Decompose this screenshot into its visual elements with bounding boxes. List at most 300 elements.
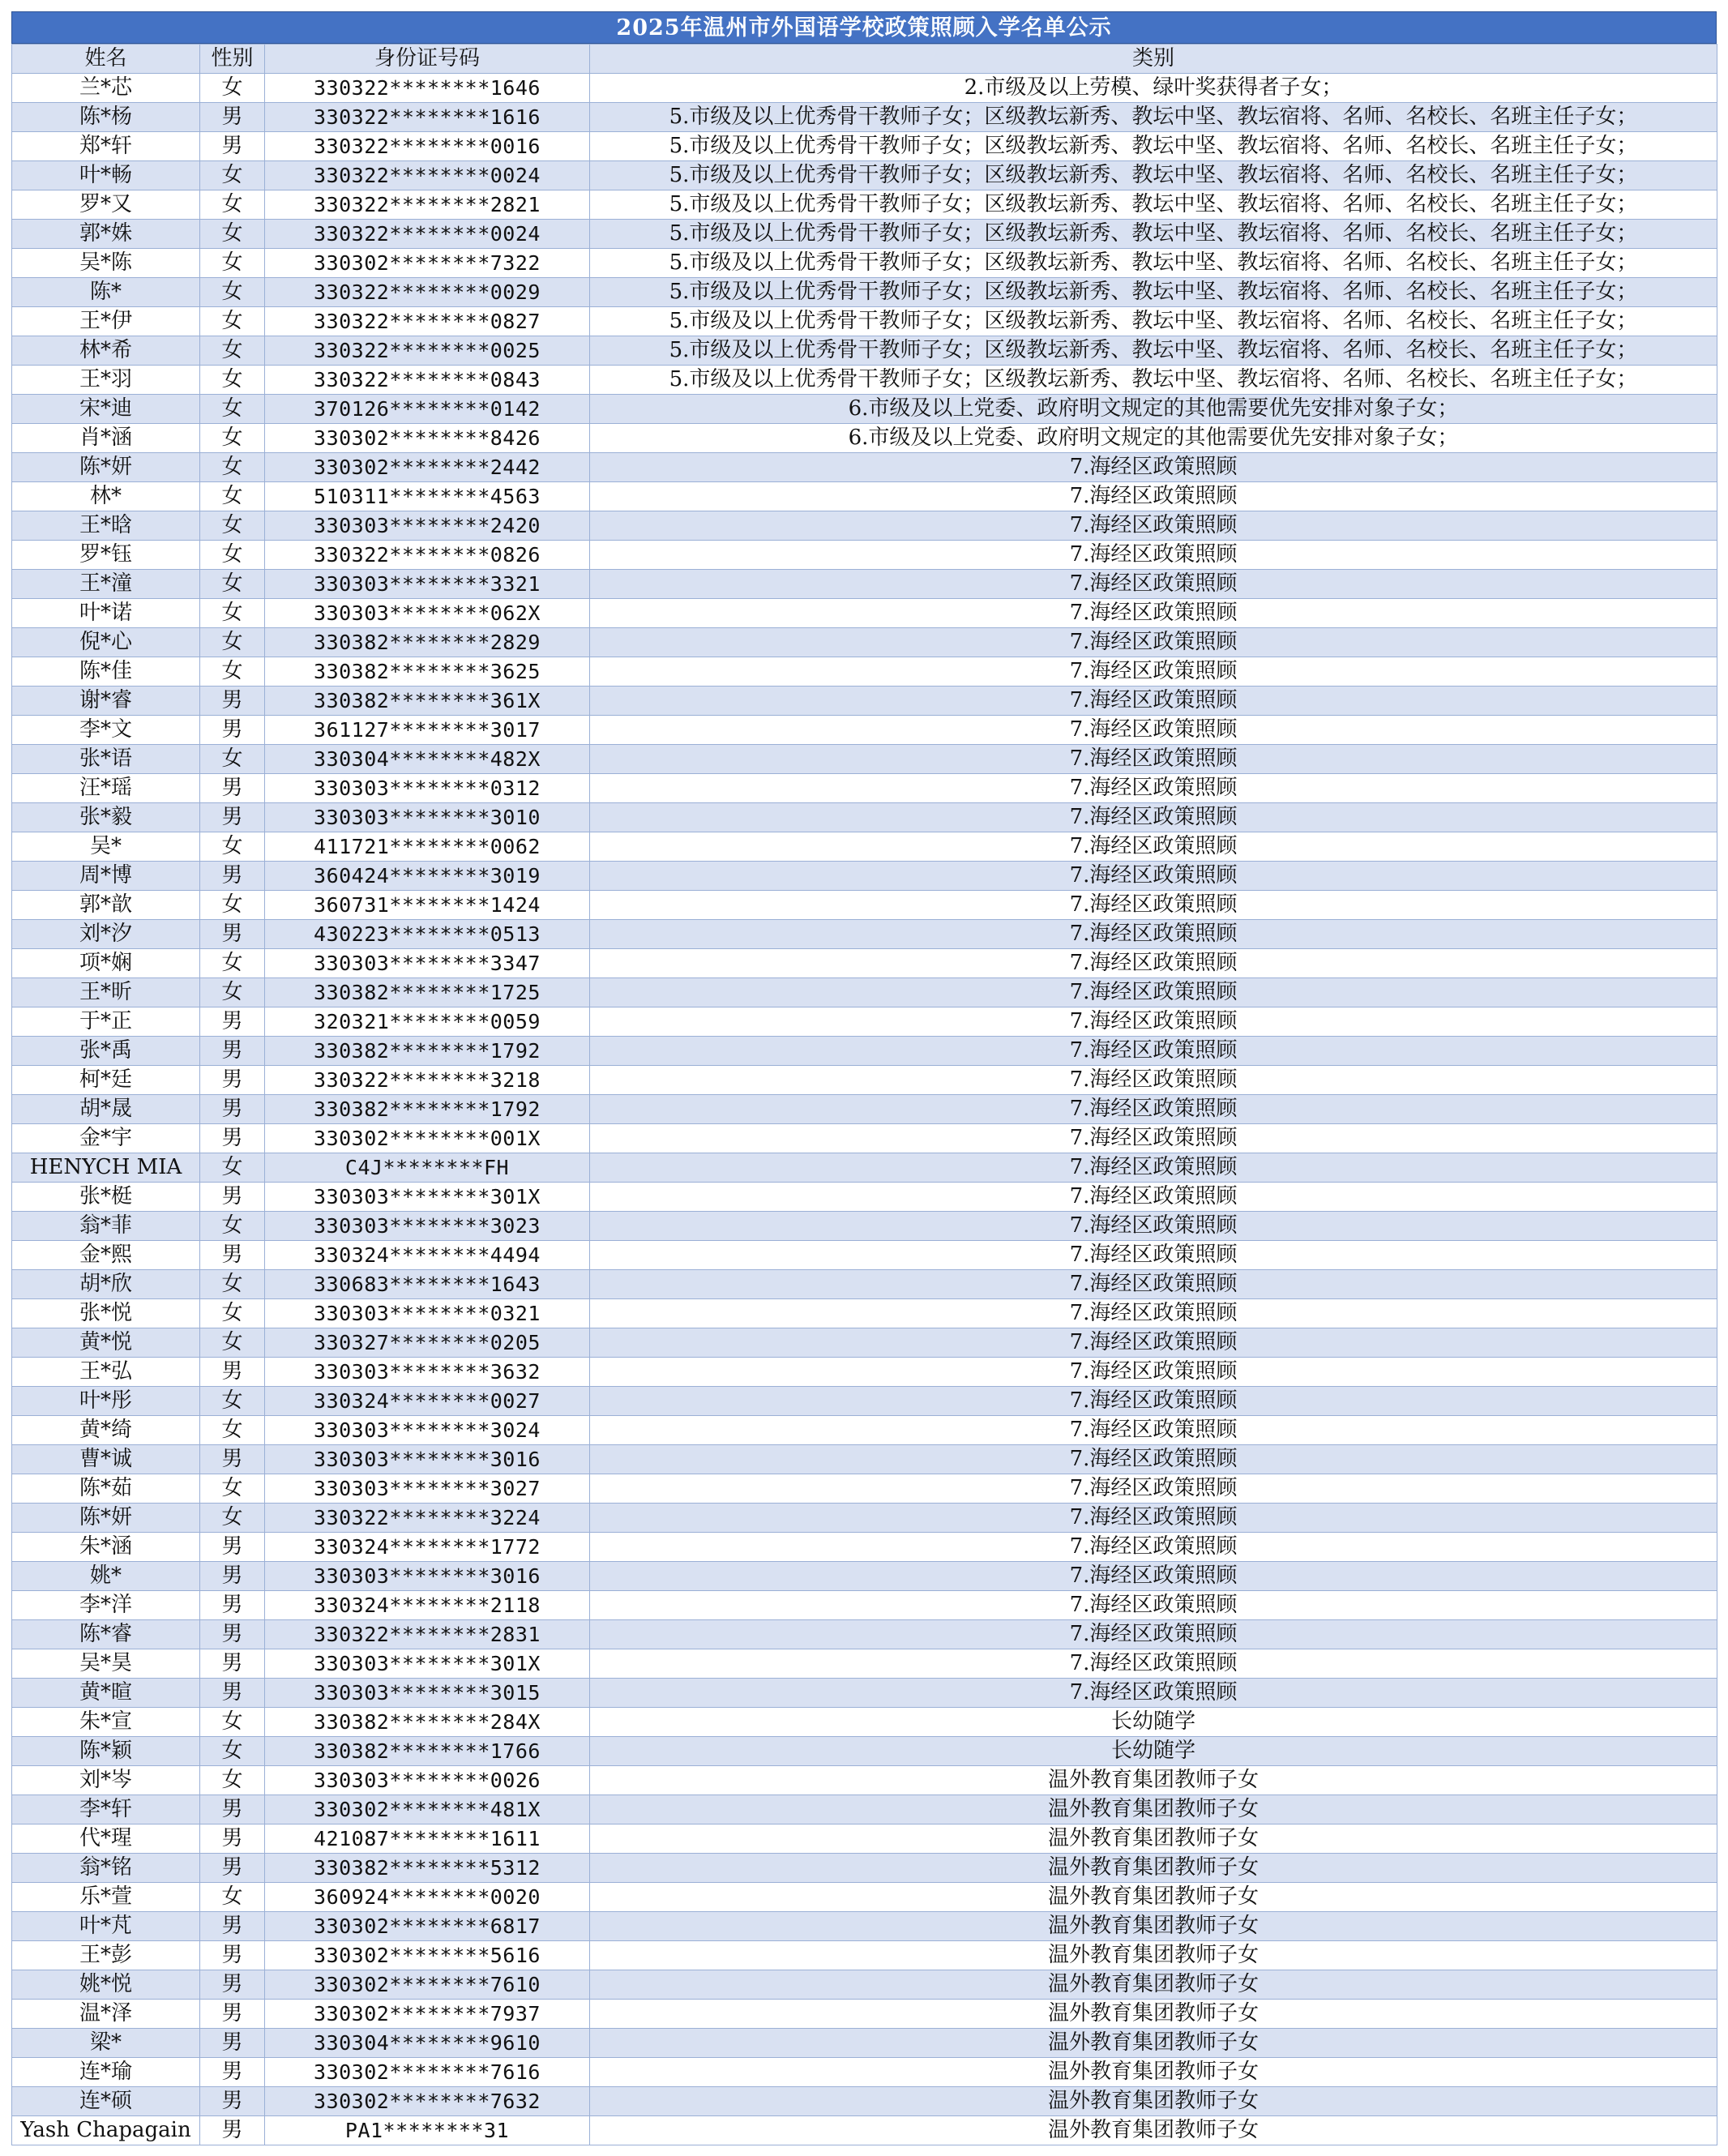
table-row (12, 1883, 1717, 1912)
cell-gender: 男 (200, 1941, 265, 1970)
table-row (12, 1941, 1717, 1970)
table-row (12, 832, 1717, 862)
cell-name: 叶*芃 (12, 1912, 200, 1941)
table-row (12, 1562, 1717, 1591)
cell-category: 5.市级及以上优秀骨干教师子女；区级教坛新秀、教坛中坚、教坛宿将、名师、名校长、名班主任子女； (590, 366, 1717, 395)
table-row (12, 599, 1717, 628)
table-row (12, 161, 1717, 190)
cell-gender: 女 (200, 1737, 265, 1766)
cell-category: 7.海经区政策照顾 (590, 920, 1717, 949)
cell-category: 7.海经区政策照顾 (590, 1358, 1717, 1387)
cell-category: 7.海经区政策照顾 (590, 482, 1717, 511)
table-row (12, 1270, 1717, 1299)
cell-id-number: 330324********2118 (265, 1591, 590, 1620)
cell-id-number: 370126********0142 (265, 395, 590, 424)
cell-category: 7.海经区政策照顾 (590, 1649, 1717, 1679)
cell-category: 5.市级及以上优秀骨干教师子女；区级教坛新秀、教坛中坚、教坛宿将、名师、名校长、名班主任子女； (590, 161, 1717, 190)
cell-gender: 男 (200, 862, 265, 891)
cell-name: 王*伊 (12, 307, 200, 336)
table-row (12, 336, 1717, 366)
cell-category: 温外教育集团教师子女 (590, 1824, 1717, 1854)
cell-gender: 男 (200, 1007, 265, 1037)
cell-category: 7.海经区政策照顾 (590, 511, 1717, 541)
cell-category: 7.海经区政策照顾 (590, 453, 1717, 482)
cell-category: 7.海经区政策照顾 (590, 1562, 1717, 1591)
cell-category: 7.海经区政策照顾 (590, 1533, 1717, 1562)
cell-name: 连*硕 (12, 2087, 200, 2116)
cell-gender: 女 (200, 220, 265, 249)
cell-name: 谢*睿 (12, 687, 200, 716)
cell-category: 7.海经区政策照顾 (590, 774, 1717, 803)
cell-id-number: 330302********7616 (265, 2058, 590, 2087)
cell-gender: 男 (200, 1824, 265, 1854)
cell-gender: 男 (200, 1970, 265, 2000)
cell-name: 吴* (12, 832, 200, 862)
cell-id-number: 330303********301X (265, 1183, 590, 1212)
cell-gender: 男 (200, 2116, 265, 2145)
cell-id-number: 330303********0312 (265, 774, 590, 803)
cell-name: 叶*诺 (12, 599, 200, 628)
cell-name: 翁*菲 (12, 1212, 200, 1241)
cell-id-number: 330382********1725 (265, 978, 590, 1007)
header-id-number: 身份证号码 (265, 45, 590, 74)
spreadsheet (11, 11, 1717, 2145)
cell-id-number: 330324********1772 (265, 1533, 590, 1562)
cell-category: 温外教育集团教师子女 (590, 1912, 1717, 1941)
table-row (12, 1474, 1717, 1504)
table-row (12, 482, 1717, 511)
cell-gender: 男 (200, 1183, 265, 1212)
cell-id-number: 330683********1643 (265, 1270, 590, 1299)
cell-gender: 男 (200, 2087, 265, 2116)
cell-name: 金*宇 (12, 1124, 200, 1153)
cell-name: 曹*诚 (12, 1445, 200, 1474)
admission-list-table (11, 44, 1717, 2145)
cell-gender: 男 (200, 1620, 265, 1649)
cell-id-number: 330382********2829 (265, 628, 590, 657)
cell-gender: 男 (200, 1912, 265, 1941)
table-row (12, 1445, 1717, 1474)
cell-category: 温外教育集团教师子女 (590, 2000, 1717, 2029)
cell-category: 7.海经区政策照顾 (590, 1270, 1717, 1299)
table-row (12, 307, 1717, 336)
table-row (12, 2116, 1717, 2145)
table-row (12, 1533, 1717, 1562)
cell-id-number: 330322********1616 (265, 103, 590, 132)
table-row (12, 1591, 1717, 1620)
table-row (12, 1095, 1717, 1124)
cell-name: 罗*又 (12, 190, 200, 220)
cell-gender: 男 (200, 687, 265, 716)
table-row (12, 1037, 1717, 1066)
cell-id-number: 330303********3632 (265, 1358, 590, 1387)
table-row (12, 2058, 1717, 2087)
table-row (12, 1212, 1717, 1241)
table-row (12, 1708, 1717, 1737)
cell-id-number: 330302********7632 (265, 2087, 590, 2116)
table-row (12, 745, 1717, 774)
cell-name: 朱*涵 (12, 1533, 200, 1562)
cell-gender: 女 (200, 1708, 265, 1737)
cell-id-number: 330382********361X (265, 687, 590, 716)
cell-id-number: 330322********2831 (265, 1620, 590, 1649)
table-row (12, 803, 1717, 832)
cell-name: 刘*岑 (12, 1766, 200, 1795)
cell-gender: 女 (200, 1474, 265, 1504)
header-gender: 性别 (200, 45, 265, 74)
cell-id-number: 360424********3019 (265, 862, 590, 891)
cell-category: 温外教育集团教师子女 (590, 1766, 1717, 1795)
cell-category: 温外教育集团教师子女 (590, 1970, 1717, 2000)
cell-category: 7.海经区政策照顾 (590, 1212, 1717, 1241)
table-row (12, 2029, 1717, 2058)
cell-name: 郭*姝 (12, 220, 200, 249)
cell-name: 李*洋 (12, 1591, 200, 1620)
cell-gender: 女 (200, 453, 265, 482)
table-row (12, 424, 1717, 453)
cell-category: 7.海经区政策照顾 (590, 1328, 1717, 1358)
cell-gender: 女 (200, 1212, 265, 1241)
header-category: 类别 (590, 45, 1717, 74)
cell-category: 5.市级及以上优秀骨干教师子女；区级教坛新秀、教坛中坚、教坛宿将、名师、名校长、名班主任子女； (590, 220, 1717, 249)
cell-name: 倪*心 (12, 628, 200, 657)
cell-name: 李*轩 (12, 1795, 200, 1824)
cell-gender: 男 (200, 1562, 265, 1591)
cell-gender: 男 (200, 1649, 265, 1679)
cell-id-number: 330322********0826 (265, 541, 590, 570)
cell-gender: 男 (200, 1241, 265, 1270)
cell-gender: 女 (200, 74, 265, 103)
cell-id-number: 330303********3015 (265, 1679, 590, 1708)
table-row (12, 1795, 1717, 1824)
cell-category: 7.海经区政策照顾 (590, 1445, 1717, 1474)
cell-name: 于*正 (12, 1007, 200, 1037)
cell-gender: 女 (200, 511, 265, 541)
cell-category: 7.海经区政策照顾 (590, 1153, 1717, 1183)
table-row (12, 978, 1717, 1007)
cell-name: 张*梃 (12, 1183, 200, 1212)
cell-gender: 女 (200, 249, 265, 278)
table-row (12, 570, 1717, 599)
cell-gender: 男 (200, 1037, 265, 1066)
table-row (12, 687, 1717, 716)
cell-name: 陈*杨 (12, 103, 200, 132)
cell-category: 7.海经区政策照顾 (590, 891, 1717, 920)
cell-category: 7.海经区政策照顾 (590, 1183, 1717, 1212)
cell-id-number: 330382********3625 (265, 657, 590, 687)
cell-gender: 女 (200, 745, 265, 774)
cell-name: 陈*佳 (12, 657, 200, 687)
cell-name: 梁* (12, 2029, 200, 2058)
cell-id-number: 330303********3016 (265, 1445, 590, 1474)
table-row (12, 1124, 1717, 1153)
cell-gender: 男 (200, 132, 265, 161)
cell-gender: 男 (200, 1679, 265, 1708)
cell-category: 7.海经区政策照顾 (590, 1241, 1717, 1270)
cell-name: 张*毅 (12, 803, 200, 832)
cell-name: 连*瑜 (12, 2058, 200, 2087)
cell-id-number: 330302********5616 (265, 1941, 590, 1970)
cell-id-number: 330302********7610 (265, 1970, 590, 2000)
table-row (12, 657, 1717, 687)
table-row (12, 628, 1717, 657)
cell-name: 李*文 (12, 716, 200, 745)
table-row (12, 1299, 1717, 1328)
cell-category: 7.海经区政策照顾 (590, 1474, 1717, 1504)
cell-gender: 男 (200, 1066, 265, 1095)
cell-gender: 女 (200, 190, 265, 220)
cell-category: 6.市级及以上党委、政府明文规定的其他需要优先安排对象子女； (590, 424, 1717, 453)
cell-gender: 女 (200, 1328, 265, 1358)
cell-name: 陈* (12, 278, 200, 307)
cell-category: 7.海经区政策照顾 (590, 803, 1717, 832)
cell-id-number: 330382********5312 (265, 1854, 590, 1883)
cell-category: 7.海经区政策照顾 (590, 541, 1717, 570)
cell-id-number: 330322********0029 (265, 278, 590, 307)
cell-category: 温外教育集团教师子女 (590, 1883, 1717, 1912)
table-row (12, 1153, 1717, 1183)
cell-gender: 男 (200, 1358, 265, 1387)
cell-category: 7.海经区政策照顾 (590, 1591, 1717, 1620)
cell-name: 宋*迪 (12, 395, 200, 424)
cell-gender: 女 (200, 1387, 265, 1416)
cell-gender: 女 (200, 482, 265, 511)
cell-id-number: 330302********001X (265, 1124, 590, 1153)
cell-category: 5.市级及以上优秀骨干教师子女；区级教坛新秀、教坛中坚、教坛宿将、名师、名校长、名班主任子女； (590, 278, 1717, 307)
cell-id-number: 330324********4494 (265, 1241, 590, 1270)
table-row (12, 1241, 1717, 1270)
cell-name: 黄*悦 (12, 1328, 200, 1358)
cell-id-number: 330303********3010 (265, 803, 590, 832)
cell-category: 温外教育集团教师子女 (590, 1795, 1717, 1824)
cell-id-number: 330322********0024 (265, 161, 590, 190)
cell-category: 7.海经区政策照顾 (590, 832, 1717, 862)
cell-id-number: 330303********0321 (265, 1299, 590, 1328)
cell-name: 金*熙 (12, 1241, 200, 1270)
cell-category: 7.海经区政策照顾 (590, 657, 1717, 687)
table-row (12, 395, 1717, 424)
cell-name: 叶*畅 (12, 161, 200, 190)
cell-gender: 男 (200, 803, 265, 832)
cell-category: 7.海经区政策照顾 (590, 570, 1717, 599)
cell-id-number: 330382********1792 (265, 1037, 590, 1066)
cell-id-number: C4J********FH (265, 1153, 590, 1183)
table-row (12, 1183, 1717, 1212)
cell-gender: 男 (200, 103, 265, 132)
cell-name: 陈*妍 (12, 453, 200, 482)
cell-name: 黄*暄 (12, 1679, 200, 1708)
table-row (12, 103, 1717, 132)
cell-gender: 男 (200, 1795, 265, 1824)
cell-id-number: 330302********7937 (265, 2000, 590, 2029)
table-row (12, 1358, 1717, 1387)
cell-name: 林* (12, 482, 200, 511)
cell-id-number: 360924********0020 (265, 1883, 590, 1912)
header-name: 姓名 (12, 45, 200, 74)
table-row (12, 1007, 1717, 1037)
cell-gender: 女 (200, 1299, 265, 1328)
cell-gender: 女 (200, 949, 265, 978)
cell-name: 朱*宣 (12, 1708, 200, 1737)
cell-name: 吴*昊 (12, 1649, 200, 1679)
cell-gender: 女 (200, 628, 265, 657)
table-row (12, 1970, 1717, 2000)
cell-id-number: 330302********7322 (265, 249, 590, 278)
cell-id-number: 330324********0027 (265, 1387, 590, 1416)
cell-name: 兰*芯 (12, 74, 200, 103)
cell-gender: 男 (200, 1533, 265, 1562)
cell-category: 温外教育集团教师子女 (590, 1941, 1717, 1970)
cell-name: Yash Chapagain (12, 2116, 200, 2145)
cell-id-number: 330382********1792 (265, 1095, 590, 1124)
table-row (12, 1679, 1717, 1708)
cell-id-number: 330303********3347 (265, 949, 590, 978)
cell-id-number: 510311********4563 (265, 482, 590, 511)
table-row (12, 1066, 1717, 1095)
cell-name: 张*悦 (12, 1299, 200, 1328)
cell-category: 5.市级及以上优秀骨干教师子女；区级教坛新秀、教坛中坚、教坛宿将、名师、名校长、名班主任子女； (590, 132, 1717, 161)
table-row (12, 716, 1717, 745)
cell-gender: 男 (200, 1445, 265, 1474)
cell-name: 温*泽 (12, 2000, 200, 2029)
cell-name: 陈*颖 (12, 1737, 200, 1766)
cell-gender: 男 (200, 1095, 265, 1124)
cell-id-number: PA1********31 (265, 2116, 590, 2145)
cell-id-number: 330302********2442 (265, 453, 590, 482)
cell-id-number: 330303********3027 (265, 1474, 590, 1504)
table-row (12, 132, 1717, 161)
cell-category: 长幼随学 (590, 1708, 1717, 1737)
cell-category: 7.海经区政策照顾 (590, 949, 1717, 978)
table-row (12, 1649, 1717, 1679)
table-row (12, 774, 1717, 803)
cell-id-number: 330322********3218 (265, 1066, 590, 1095)
cell-id-number: 421087********1611 (265, 1824, 590, 1854)
cell-id-number: 411721********0062 (265, 832, 590, 862)
cell-category: 温外教育集团教师子女 (590, 2058, 1717, 2087)
table-row (12, 190, 1717, 220)
cell-id-number: 330303********0026 (265, 1766, 590, 1795)
cell-name: 姚*悦 (12, 1970, 200, 2000)
table-row (12, 220, 1717, 249)
cell-id-number: 330302********481X (265, 1795, 590, 1824)
cell-id-number: 430223********0513 (265, 920, 590, 949)
cell-name: 王*弘 (12, 1358, 200, 1387)
cell-gender: 女 (200, 395, 265, 424)
cell-id-number: 330322********0016 (265, 132, 590, 161)
cell-name: 胡*欣 (12, 1270, 200, 1299)
table-row (12, 1416, 1717, 1445)
cell-id-number: 320321********0059 (265, 1007, 590, 1037)
cell-id-number: 330322********0024 (265, 220, 590, 249)
cell-gender: 女 (200, 1153, 265, 1183)
cell-name: 柯*廷 (12, 1066, 200, 1095)
cell-name: 叶*彤 (12, 1387, 200, 1416)
cell-category: 7.海经区政策照顾 (590, 628, 1717, 657)
cell-name: 郑*轩 (12, 132, 200, 161)
table-row (12, 1854, 1717, 1883)
cell-gender: 男 (200, 716, 265, 745)
cell-id-number: 330304********482X (265, 745, 590, 774)
cell-id-number: 330327********0205 (265, 1328, 590, 1358)
cell-gender: 女 (200, 978, 265, 1007)
cell-gender: 女 (200, 366, 265, 395)
cell-name: 陈*妍 (12, 1504, 200, 1533)
table-row (12, 2087, 1717, 2116)
cell-gender: 女 (200, 1504, 265, 1533)
cell-category: 7.海经区政策照顾 (590, 1066, 1717, 1095)
cell-gender: 女 (200, 161, 265, 190)
cell-id-number: 330322********2821 (265, 190, 590, 220)
table-row (12, 511, 1717, 541)
table-row (12, 2000, 1717, 2029)
cell-id-number: 330304********9610 (265, 2029, 590, 2058)
cell-id-number: 330322********0843 (265, 366, 590, 395)
cell-id-number: 330303********3321 (265, 570, 590, 599)
cell-gender: 男 (200, 774, 265, 803)
table-row (12, 249, 1717, 278)
cell-id-number: 330322********1646 (265, 74, 590, 103)
table-row (12, 1737, 1717, 1766)
table-row (12, 1387, 1717, 1416)
cell-gender: 男 (200, 1854, 265, 1883)
cell-gender: 女 (200, 1766, 265, 1795)
cell-gender: 男 (200, 2000, 265, 2029)
cell-category: 5.市级及以上优秀骨干教师子女；区级教坛新秀、教坛中坚、教坛宿将、名师、名校长、名班主任子女； (590, 307, 1717, 336)
cell-category: 7.海经区政策照顾 (590, 687, 1717, 716)
cell-category: 7.海经区政策照顾 (590, 745, 1717, 774)
cell-id-number: 330382********284X (265, 1708, 590, 1737)
cell-name: 翁*铭 (12, 1854, 200, 1883)
cell-category: 6.市级及以上党委、政府明文规定的其他需要优先安排对象子女； (590, 395, 1717, 424)
cell-name: 陈*茹 (12, 1474, 200, 1504)
cell-gender: 女 (200, 1270, 265, 1299)
cell-name: 代*瑆 (12, 1824, 200, 1854)
cell-id-number: 330302********8426 (265, 424, 590, 453)
cell-category: 2.市级及以上劳模、绿叶奖获得者子女； (590, 74, 1717, 103)
table-row (12, 891, 1717, 920)
table-row (12, 453, 1717, 482)
cell-id-number: 330322********3224 (265, 1504, 590, 1533)
cell-category: 温外教育集团教师子女 (590, 2029, 1717, 2058)
cell-id-number: 330322********0025 (265, 336, 590, 366)
cell-name: 王*潼 (12, 570, 200, 599)
cell-category: 7.海经区政策照顾 (590, 1299, 1717, 1328)
cell-gender: 女 (200, 657, 265, 687)
cell-gender: 女 (200, 570, 265, 599)
cell-category: 7.海经区政策照顾 (590, 1416, 1717, 1445)
sheet-title: 2025年温州市外国语学校政策照顾入学名单公示 (11, 11, 1717, 44)
cell-gender: 女 (200, 541, 265, 570)
table-row (12, 1766, 1717, 1795)
cell-id-number: 330382********1766 (265, 1737, 590, 1766)
cell-category: 7.海经区政策照顾 (590, 1504, 1717, 1533)
cell-id-number: 330303********2420 (265, 511, 590, 541)
cell-category: 7.海经区政策照顾 (590, 599, 1717, 628)
cell-category: 7.海经区政策照顾 (590, 1620, 1717, 1649)
cell-name: 汪*瑶 (12, 774, 200, 803)
cell-name: 周*博 (12, 862, 200, 891)
cell-gender: 女 (200, 424, 265, 453)
cell-name: 王*晗 (12, 511, 200, 541)
cell-name: 罗*钰 (12, 541, 200, 570)
cell-gender: 男 (200, 1591, 265, 1620)
cell-category: 5.市级及以上优秀骨干教师子女；区级教坛新秀、教坛中坚、教坛宿将、名师、名校长、名班主任子女； (590, 249, 1717, 278)
cell-id-number: 330303********301X (265, 1649, 590, 1679)
cell-gender: 男 (200, 2029, 265, 2058)
cell-id-number: 330303********062X (265, 599, 590, 628)
cell-name: 黄*绮 (12, 1416, 200, 1445)
